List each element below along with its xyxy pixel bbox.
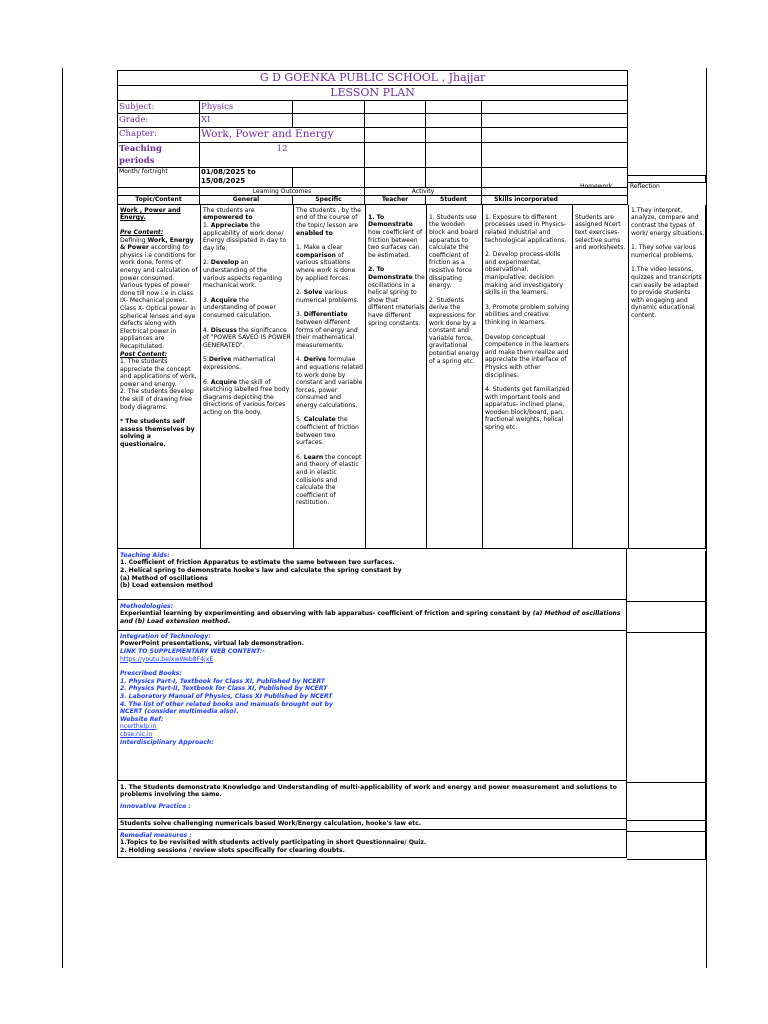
topic-content-cell: [120, 207, 198, 449]
specific-num: 4.: [296, 356, 304, 364]
general-text: the skill of sketching labelled free body diagrams depicting the directions of various forces acting on the body.: [203, 378, 290, 416]
integration-label: Integration of Technology:: [120, 632, 211, 640]
interdisciplinary-label: Interdisciplinary Approach:: [120, 738, 214, 746]
website-link-1[interactable]: ncerthelp.in: [120, 723, 157, 731]
general-num: 5.: [203, 356, 209, 364]
homework-header: Homework: [580, 183, 613, 190]
remedial-section: [117, 830, 627, 858]
specific-num: 5.: [296, 416, 304, 424]
topic-header: Topic/Content: [118, 196, 200, 204]
teacher-header: Teacher: [365, 196, 426, 204]
chapter-value: Work, Power and Energy: [200, 128, 365, 143]
integration-section: [117, 631, 627, 781]
specific-verb: Derive: [303, 356, 327, 364]
post-content-2: 2. The students develop the skill of drawing free body diagrams.: [120, 388, 194, 411]
specific-verb: Differentiate: [303, 311, 348, 319]
general-text: an understanding of the various aspects regarding mechanical work.: [203, 259, 283, 290]
specific-intro: The students , by the end of the course of the topic/ lesson are: [296, 206, 361, 229]
specific-outcomes-cell: [296, 207, 364, 507]
topic-title: Work , Power and Energy.: [120, 206, 181, 222]
subject-label: Subject:: [118, 101, 200, 114]
prescribed-books-label: Prescribed Books:: [120, 670, 182, 678]
grade-value: XI: [200, 114, 293, 128]
general-text: the significance of "POWER SAVED IS POWER GENERATED".: [203, 326, 291, 349]
interdisciplinary-text: 1. The Students demonstrate Knowledge and Understanding of multi-applicability of work and energy and power measurement and solutions to problems involving the same.: [120, 783, 617, 799]
date-range: 01/08/2025 to 15/08/2025: [200, 168, 293, 188]
general-num: 1.: [203, 222, 211, 229]
page-margin-line-right: [706, 68, 707, 968]
post-content-label: Post Content:: [120, 350, 168, 358]
remedial-1: 1.Topics to be revisited with students actively participating in short Questionnaire/ Quiz.: [120, 839, 427, 847]
specific-text: between different forms of energy and their mathematical measurements.: [296, 318, 358, 349]
skills-cell: [485, 214, 571, 432]
teaching-aids-label: Teaching Aids:: [120, 551, 170, 559]
skill-3b: Develop conceptual competence in the learners and make them realize and appreciate the interface of Physics with other disciplines.: [485, 333, 569, 379]
general-verb: Discuss: [210, 326, 237, 334]
specific-verb: Calculate: [303, 416, 336, 424]
book-2: 2. Physics Part-II, Textbook for Class XI, Published by NCERT: [120, 685, 328, 693]
methodologies-section: [117, 600, 627, 631]
specific-text: various numerical problems.: [296, 289, 359, 304]
right-side-boxes: [580, 70, 706, 190]
pre-content-text: Defining: [120, 236, 148, 244]
skill-3: 3. Promote problem solving abilities and creative thinking in learners.: [485, 303, 569, 326]
skill-4: 4. Students get familiarized with important tools and apparatus- inclined plane, wooden block/board, pan, fractional weights, helical spring etc.: [485, 386, 570, 432]
learning-outcomes-header: Learning Outcomes: [200, 188, 365, 196]
subject-value: Physics: [200, 101, 293, 114]
school-name: G D GOENKA PUBLIC SCHOOL , Jhajjar: [118, 71, 628, 86]
general-verb: Appreciate: [210, 222, 249, 229]
specific-verb: Solve: [303, 289, 323, 297]
general-num: 3.: [203, 296, 211, 304]
general-verb: Derive: [208, 356, 232, 364]
general-text: the applicability of work done/ Energy dissipated in day to day life.: [203, 222, 287, 252]
pre-content-label: Pre Content:: [120, 229, 164, 236]
general-num: 2.: [203, 259, 211, 267]
general-header: General: [200, 196, 293, 204]
pre-content-bold: Work, Energy & Power: [120, 236, 194, 252]
methodologies-text-italic: (a) Method of oscillations and (b) Load extension method: [120, 610, 621, 625]
document-title: LESSON PLAN: [118, 86, 628, 101]
general-num: 4.: [203, 326, 211, 334]
skills-header: Skills incorporated: [494, 196, 558, 204]
specific-text: the concept and theory of elastic and in elastic collisions and calculate the coefficient of restitution.: [296, 453, 362, 507]
teacher-activity-text: the oscillations in a helical spring to show that different materials have different spring constants.: [368, 273, 425, 327]
teacher-activity-text: how coefficient of friction between two surfaces can be estimated.: [368, 229, 423, 259]
specific-intro-bold: enabled to: [296, 229, 333, 237]
chapter-label: Chapter:: [118, 128, 200, 143]
specific-verb: comparison: [296, 251, 336, 259]
specific-text: formulae and equations related to work done by constant and variable forces, power consumed and energy calculations.: [296, 356, 363, 409]
page-margin-line-left: [62, 68, 63, 968]
youtube-link[interactable]: https://youtu.be/xwWeb8F4jxE: [120, 655, 214, 663]
periods-value: 12: [200, 143, 365, 168]
specific-num: 6.: [296, 453, 304, 461]
interdisciplinary-section: [117, 781, 627, 819]
teaching-aid-3: (a) Method of oscillations: [120, 574, 208, 582]
integration-text: PowerPoint presentations, virtual lab demonstration.: [120, 640, 304, 648]
student-activity-1: 1. Students use the wooden block and board apparatus to calculate the coefficient of friction as a resistive force dissipating energy.: [429, 213, 479, 290]
content-row: [117, 205, 706, 549]
book-3: 3. Laboratory Manual of Physics, Class XI Published by NCERT: [120, 692, 333, 700]
reflection-2: 1. They solve various numerical problems.: [631, 244, 696, 259]
lesson-plan-table: [117, 70, 628, 205]
skill-2: 2. Develop process-skills and experimental, observational, manipulative, decision making and investigatory skills in the learners.: [485, 251, 563, 297]
periods-label: Teaching periods: [118, 143, 200, 168]
teacher-activity-cell: [368, 214, 425, 327]
reflection-header: Reflection: [630, 183, 660, 190]
teaching-aids-section: [117, 549, 627, 600]
homework-text: Students are assigned Ncert text exercises-selective sums and worksheets.: [575, 213, 626, 252]
website-ref-label: Website Ref:: [120, 715, 164, 723]
teacher-activity-title: 1. To Demonstrate: [368, 213, 413, 229]
specific-header: Specific: [293, 196, 365, 204]
remedial-label: Remedial measures :: [120, 831, 192, 839]
specific-num: 2.: [296, 289, 304, 297]
teaching-aid-4: (b) Load extension method: [120, 582, 213, 590]
reflection-1: 1.They interpret, analyze, compare and contrast the types of work/ energy situations.: [631, 206, 705, 237]
reflection-cell: [631, 207, 705, 320]
methodologies-end: .: [227, 618, 231, 625]
remedial-2: 2. Holding sessions / review slots specifically for clearing doubts.: [120, 847, 345, 854]
general-outcomes-cell: [203, 207, 291, 417]
activity-header: Activity: [365, 188, 482, 196]
specific-text: of various situations where work is done by applied forces.: [296, 251, 356, 282]
homework-reflection-headers: [570, 183, 706, 192]
student-activity-2: 2. Students derive the expressions for work done by a constant and variable force, gravitational potential energy of a spring etc.: [429, 296, 480, 365]
general-verb: Develop: [210, 259, 239, 267]
book-4: 4. The list of other related books and manuals brought out by NCERT (consider multimedia also).: [120, 700, 333, 716]
innovative-text: Students solve challenging numericals based Work/Energy calculation, hooke's law etc.: [120, 819, 422, 827]
grade-label: Grade:: [118, 114, 200, 128]
innovative-practice-label: Innovative Practice :: [120, 803, 191, 810]
methodologies-label: Methodologies:: [120, 602, 174, 610]
general-text: the understanding of power consumed calculation.: [203, 296, 276, 319]
pre-content-text-2: according to physics i.e conditions for work done, forms of energy and calculation of power consumed. Various types of power done till now i.e in class IX- Mechanical power, Class X- Optical power in spherical lenses and eye defects along with Electrical power in appliances are Recapitulated.: [120, 244, 198, 350]
general-intro-bold: empowered to: [203, 214, 253, 222]
website-link-2[interactable]: cbse.nic.in: [120, 730, 153, 738]
reflection-3: 1.The video lessons, quizzes and transcripts can easily be adapted to provide students with engaging and dynamic educational content.: [631, 266, 702, 319]
student-header: Student: [426, 196, 482, 204]
teaching-aid-1: 1. Coefficient of friction Apparatus to estimate the same between two surfaces.: [120, 559, 395, 567]
skill-1: 1. Exposure to different processes used in Physics-related industrial and technological applications.: [485, 213, 567, 244]
post-content-1: 1. The students appreciate the concept and applications of work, power and energy.: [120, 358, 197, 388]
general-text: mathematical expressions.: [203, 356, 276, 371]
general-num: 6.: [203, 378, 211, 386]
specific-num: 1. Make a clear: [296, 244, 343, 252]
teacher-activity-title: 2. To Demonstrate: [368, 266, 413, 281]
general-verb: Acquire: [210, 378, 238, 386]
methodologies-text: Experiential learning by experimenting and observing with lab apparatus- coefficient of friction and spring constant by: [120, 610, 533, 618]
specific-text: the coefficient of friction between two surfaces.: [296, 416, 359, 447]
student-activity-cell: [429, 214, 481, 365]
self-assess-note: * The students self assess themselves by solving a questionaire.: [120, 418, 195, 449]
web-content-label: LINK TO SUPPLEMENTARY WEB CONTENT:-: [120, 648, 265, 655]
teaching-aid-2: 2. Helical spring to demonstrate hooke's law and calculate the spring constant by: [120, 567, 402, 574]
month-label: Month/ fortnight: [118, 168, 200, 188]
general-intro: The students are: [203, 206, 255, 214]
general-verb: Acquire: [210, 296, 238, 304]
innovative-section: [117, 819, 627, 830]
lower-sections: [117, 549, 627, 858]
specific-num: 3.: [296, 311, 304, 319]
book-1: 1. Physics Part-I, Textbook for Class XI, Published by NCERT: [120, 677, 326, 685]
homework-cell: [575, 214, 627, 252]
specific-verb: Learn: [303, 453, 324, 461]
